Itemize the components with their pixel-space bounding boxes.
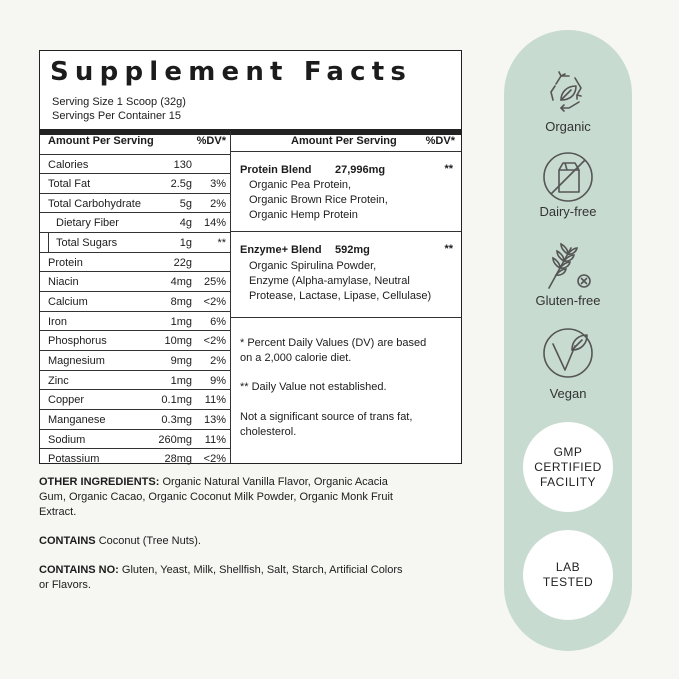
contains-no: [39, 563, 464, 593]
enzyme-blend-line: Organic Spirulina Powder,: [249, 260, 377, 272]
nutrient-row: [40, 448, 230, 468]
gmp-line: CERTIFIED: [534, 459, 602, 474]
footnote-dv: * Percent Daily Values (DV) are based: [240, 337, 427, 349]
nutrient-amount: 0.3mg: [161, 413, 192, 426]
nutrient-dv: **: [217, 237, 226, 250]
nutrient-name: Sodium: [48, 433, 86, 446]
gmp-certified-badge: [523, 422, 613, 512]
nutrient-dv: <2%: [203, 296, 226, 309]
vegan-label: Vegan: [549, 386, 587, 401]
nutrient-name: Niacin: [48, 276, 79, 289]
protein-blend-line: Organic Hemp Protein: [249, 209, 358, 221]
nutrient-row: [40, 370, 230, 390]
wheat-crossed-icon: [541, 238, 595, 292]
nutrient-row: [40, 212, 230, 232]
protein-blend-line: Organic Brown Rice Protein,: [249, 194, 388, 206]
recycle-leaf-icon: [541, 66, 595, 120]
nutrient-row: [40, 193, 230, 213]
footnote-not-established: ** Daily Value not established.: [240, 381, 387, 393]
gmp-line: FACILITY: [539, 474, 596, 489]
nutrient-amount: 0.1mg: [161, 394, 192, 407]
nutrient-amount: 130: [173, 158, 192, 171]
left-header-amount: Amount Per Serving: [48, 135, 154, 147]
nutrient-name: Calories: [48, 158, 89, 171]
nutrient-name: Potassium: [48, 453, 100, 466]
left-header-dv: %DV*: [196, 135, 226, 147]
nutrient-amount: 260mg: [158, 433, 192, 446]
nutrient-amount: 5g: [179, 197, 192, 210]
contains-no-text: or Flavors.: [39, 579, 91, 591]
protein-blend-amount: 27,996mg: [335, 164, 386, 176]
nutrient-name: Total Fat: [48, 178, 91, 191]
nutrient-dv: 14%: [203, 217, 226, 230]
enzyme-blend-line: Protease, Lactase, Lipase, Cellulase): [249, 290, 432, 302]
nutrient-row: [40, 173, 230, 193]
other-ingredients-text: Organic Natural Vanilla Flavor, Organic Acacia: [159, 476, 388, 488]
nutrient-dv: 3%: [210, 178, 226, 191]
nutrient-dv: 6%: [210, 315, 226, 328]
enzyme-blend-name: Enzyme+ Blend: [240, 244, 322, 256]
nutrient-name: Total Carbohydrate: [48, 197, 141, 210]
other-ingredients: [39, 475, 464, 520]
blend-column: [231, 131, 461, 463]
nutrient-amount: 4mg: [170, 276, 192, 289]
nutrient-row: [40, 271, 230, 291]
nutrient-row: [40, 409, 230, 429]
nutrient-amount: 1mg: [170, 374, 192, 387]
contains-text: Coconut (Tree Nuts).: [95, 535, 201, 547]
nutrient-dv: 9%: [210, 374, 226, 387]
protein-blend-line: Organic Pea Protein,: [249, 179, 352, 191]
right-header-amount: Amount Per Serving: [291, 135, 397, 147]
contains-no-text: Gluten, Yeast, Milk, Shellfish, Salt, Starch, Artificial Colors: [118, 564, 403, 576]
contains-no-label: CONTAINS NO:: [39, 564, 119, 576]
nutrient-amount: 1g: [179, 237, 192, 250]
nutrient-name: Manganese: [48, 413, 106, 426]
dairy-free-label: Dairy-free: [539, 204, 597, 219]
nutrient-dv: 13%: [203, 413, 226, 426]
organic-label: Organic: [545, 119, 591, 134]
nutrient-dv: 2%: [210, 197, 226, 210]
nutrient-name: Magnesium: [48, 355, 105, 367]
protein-blend-name: Protein Blend: [240, 164, 312, 176]
nutrient-row: [40, 291, 230, 311]
enzyme-blend-line: Enzyme (Alpha-amylase, Neutral: [249, 275, 410, 287]
nutrient-name: Protein: [48, 256, 83, 269]
lab-tested-badge: [523, 530, 613, 620]
nutrient-name: Zinc: [48, 374, 69, 387]
nutrient-name: Dietary Fiber: [56, 217, 119, 230]
footnote-trans-fat: Not a significant source of trans fat,: [240, 411, 413, 423]
enzyme-blend-amount: 592mg: [335, 244, 370, 256]
nutrient-row: [40, 330, 230, 350]
nutrient-dv: 11%: [204, 433, 226, 446]
sub-row-indent-rule: [48, 233, 230, 252]
nutrient-amount: 4g: [179, 217, 192, 230]
gluten-free-label: Gluten-free: [535, 293, 601, 308]
nutrient-amount: 22g: [173, 256, 192, 269]
nutrient-amount: 2.5g: [170, 178, 192, 191]
facts-title: Supplement Facts: [50, 57, 413, 87]
contains: [39, 534, 464, 549]
nutrient-dv: 25%: [203, 276, 226, 289]
nutrient-dv: 2%: [210, 355, 226, 367]
nutrient-name: Iron: [48, 315, 67, 328]
serving-size: Serving Size 1 Scoop (32g): [52, 96, 186, 108]
divider: [231, 231, 461, 232]
lab-line: TESTED: [542, 575, 594, 589]
nutrient-name: Calcium: [48, 296, 88, 309]
divider: [231, 317, 461, 318]
contains-label: CONTAINS: [39, 535, 96, 547]
nutrient-row: [40, 311, 230, 331]
protein-blend-dv: **: [444, 163, 453, 175]
nutrient-dv: <2%: [203, 335, 226, 348]
nutrient-dv: 11%: [204, 394, 226, 407]
nutrient-amount: 1mg: [170, 315, 192, 328]
nutrient-amount: 8mg: [170, 296, 192, 309]
nutrient-row: [40, 154, 230, 174]
nutrient-amount: 10mg: [164, 335, 192, 348]
nutrient-row: [40, 389, 230, 409]
badges-panel: [504, 30, 632, 651]
other-ingredients-label: OTHER INGREDIENTS:: [39, 476, 160, 488]
nutrient-name: Phosphorus: [48, 335, 107, 348]
no-milk-carton-icon: [541, 150, 595, 204]
divider: [231, 151, 461, 152]
nutrient-amount: 28mg: [164, 453, 192, 466]
footnote-trans-fat: cholesterol.: [240, 426, 297, 438]
nutrient-row: [40, 350, 230, 370]
nutrient-dv: <2%: [203, 453, 226, 466]
nutrient-name: Total Sugars: [56, 237, 118, 250]
vegan-v-leaf-icon: [541, 326, 595, 380]
nutrient-row: [40, 252, 230, 272]
nutrient-name: Copper: [48, 394, 85, 407]
other-ingredients-text: Gum, Organic Cacao, Organic Coconut Milk Powder, Organic Monk Fruit: [39, 491, 393, 503]
nutrient-row: [40, 232, 230, 252]
lab-line: LAB: [555, 560, 581, 574]
servings-per-container: Servings Per Container 15: [52, 110, 182, 122]
enzyme-blend-dv: **: [444, 243, 453, 255]
supplement-facts-panel: [39, 50, 462, 464]
gmp-line: GMP: [553, 444, 583, 459]
right-header-dv: %DV*: [425, 135, 455, 147]
nutrient-row: [40, 429, 230, 449]
other-ingredients-text: Extract.: [39, 506, 77, 518]
nutrient-amount: 9mg: [170, 355, 192, 367]
footnote-dv: on a 2,000 calorie diet.: [240, 352, 352, 364]
